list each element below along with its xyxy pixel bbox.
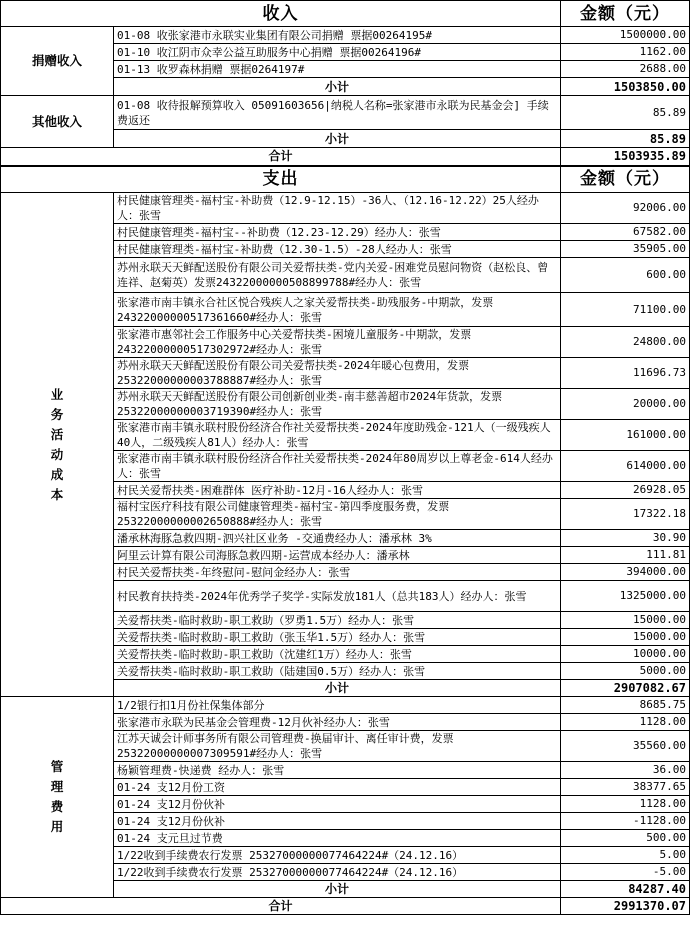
row-amount: 161000.00	[561, 420, 690, 451]
row-description: 福村宝医疗科技有限公司健康管理类-福村宝-第四季度服务费，发票25322000000002650888#经办人：张雪	[114, 499, 561, 530]
income-section-title: 收入	[1, 1, 561, 27]
row-amount: 24800.00	[561, 327, 690, 358]
row-amount: 92006.00	[561, 193, 690, 224]
subtotal-label: 小计	[114, 881, 561, 898]
row-description: 张家港市南丰镇永合社区悦合残疾人之家关爱帮扶类-助残服务-中期款，发票24322000000517361660#经办人：张雪	[114, 293, 561, 327]
row-amount: -1128.00	[561, 813, 690, 830]
row-description: 1/22收到手续费农行发票 25327000000077464224#（24.12.16）	[114, 864, 561, 881]
row-description: 01-24 支12月份工资	[114, 779, 561, 796]
row-amount: 17322.18	[561, 499, 690, 530]
income-amount-column-header: 金额（元）	[561, 1, 690, 27]
total-label: 合计	[1, 898, 561, 915]
total-amount: 2991370.07	[561, 898, 690, 915]
row-description: 01-24 支元旦过节费	[114, 830, 561, 847]
subtotal-label: 小计	[114, 130, 561, 148]
row-amount: 1500000.00	[561, 27, 690, 44]
row-description: 村民关爱帮扶类-困难群体 医疗补助-12月-16人经办人：张雪	[114, 482, 561, 499]
category-label: 业 务 活 动 成 本	[1, 193, 114, 697]
row-amount: 67582.00	[561, 224, 690, 241]
row-amount: 5000.00	[561, 663, 690, 680]
row-amount: 11696.73	[561, 358, 690, 389]
table-row	[1, 193, 690, 224]
row-amount: 500.00	[561, 830, 690, 847]
subtotal-label: 小计	[114, 680, 561, 697]
expense-header-row	[1, 166, 690, 193]
row-description: 村民健康管理类-福村宝-补助费（12.30-1.5）-28人经办人：张雪	[114, 241, 561, 258]
row-amount: 20000.00	[561, 389, 690, 420]
total-amount: 1503935.89	[561, 148, 690, 166]
row-description: 关爱帮扶类-临时救助-职工救助（张玉华1.5万）经办人：张雪	[114, 629, 561, 646]
row-description: 村民健康管理类-福村宝--补助费（12.23-12.29）经办人：张雪	[114, 224, 561, 241]
table-row	[1, 27, 690, 44]
row-description: 关爱帮扶类-临时救助-职工救助（罗勇1.5万）经办人：张雪	[114, 612, 561, 629]
row-amount: 10000.00	[561, 646, 690, 663]
row-amount: 85.89	[561, 96, 690, 130]
subtotal-label: 小计	[114, 78, 561, 96]
row-amount: 600.00	[561, 258, 690, 293]
row-description: 01-13 收罗森林捐赠 票据0264197#	[114, 61, 561, 78]
row-amount: 394000.00	[561, 564, 690, 581]
category-label: 管 理 费 用	[1, 697, 114, 898]
row-description: 01-08 收待报解预算收入 05091603656|纳税人名称=张家港市永联为民基金会] 手续费返还	[114, 96, 561, 130]
row-description: 村民教育扶持类-2024年优秀学子奖学-实际发放181人（总共183人）经办人：张雪	[114, 581, 561, 612]
row-amount: 35905.00	[561, 241, 690, 258]
row-description: 江苏天诚会计师事务所有限公司管理费-换届审计、离任审计费，发票25322000000007309591#经办人：张雪	[114, 731, 561, 762]
table-row	[1, 96, 690, 130]
row-description: 1/22收到手续费农行发票 25327000000077464224#（24.12.16）	[114, 847, 561, 864]
row-description: 阿里云计算有限公司海豚急救四期-运营成本经办人：潘承林	[114, 547, 561, 564]
row-description: 潘承林海豚急救四期-泗兴社区业务 -交通费经办人：潘承林 3%	[114, 530, 561, 547]
subtotal-amount: 1503850.00	[561, 78, 690, 96]
row-amount: 1162.00	[561, 44, 690, 61]
row-description: 1/2银行扣1月份社保集体部分	[114, 697, 561, 714]
row-description: 关爱帮扶类-临时救助-职工救助（沈建红1万）经办人：张雪	[114, 646, 561, 663]
row-amount: 15000.00	[561, 612, 690, 629]
row-amount: 111.81	[561, 547, 690, 564]
expense-section-title: 支出	[1, 166, 561, 193]
row-description: 关爱帮扶类-临时救助-职工救助（陆建国0.5万）经办人：张雪	[114, 663, 561, 680]
row-description: 01-24 支12月份伙补	[114, 813, 561, 830]
row-description: 苏州永联天天鲜配送股份有限公司关爱帮扶类-党内关爱-困难党员慰问物资（赵松良、曾连祥、赵菊英）发票24322000000508899788#经办人：张雪	[114, 258, 561, 293]
row-amount: 35560.00	[561, 731, 690, 762]
row-description: 01-08 收张家港市永联实业集团有限公司捐赠 票据00264195#	[114, 27, 561, 44]
expense-total-row	[1, 898, 690, 915]
row-amount: 1325000.00	[561, 581, 690, 612]
row-amount: 36.00	[561, 762, 690, 779]
row-description: 01-10 收江阴市众幸公益互助服务中心捐赠 票据00264196#	[114, 44, 561, 61]
expense-amount-column-header: 金额（元）	[561, 166, 690, 193]
row-description: 张家港市永联为民基金会管理费-12月伙补经办人：张雪	[114, 714, 561, 731]
row-amount: 15000.00	[561, 629, 690, 646]
table-row	[1, 697, 690, 714]
row-amount: 26928.05	[561, 482, 690, 499]
income-total-row	[1, 148, 690, 166]
row-amount: 614000.00	[561, 451, 690, 482]
row-description: 苏州永联天天鲜配送股份有限公司创新创业类-南丰慈善超市2024年货款，发票25322000000003719390#经办人：张雪	[114, 389, 561, 420]
row-amount: 8685.75	[561, 697, 690, 714]
income-header-row	[1, 1, 690, 27]
category-label: 其他收入	[1, 96, 114, 148]
row-description: 01-24 支12月份伙补	[114, 796, 561, 813]
category-label: 捐赠收入	[1, 27, 114, 96]
row-amount: -5.00	[561, 864, 690, 881]
row-description: 杨颖管理费-快递费 经办人：张雪	[114, 762, 561, 779]
row-amount: 1128.00	[561, 714, 690, 731]
row-description: 村民关爱帮扶类-年终慰问-慰问金经办人：张雪	[114, 564, 561, 581]
total-label: 合计	[1, 148, 561, 166]
row-description: 村民健康管理类-福村宝-补助费（12.9-12.15）-36人、（12.16-12.22）25人经办人：张雪	[114, 193, 561, 224]
subtotal-amount: 85.89	[561, 130, 690, 148]
row-description: 张家港市南丰镇永联村股份经济合作社关爱帮扶类-2024年80周岁以上尊老金-614人经办人：张雪	[114, 451, 561, 482]
row-amount: 30.90	[561, 530, 690, 547]
row-description: 张家港市惠邻社会工作服务中心关爱帮扶类-困境儿童服务-中期款，发票24322000000517302972#经办人：张雪	[114, 327, 561, 358]
row-amount: 1128.00	[561, 796, 690, 813]
subtotal-amount: 84287.40	[561, 881, 690, 898]
row-amount: 71100.00	[561, 293, 690, 327]
row-amount: 5.00	[561, 847, 690, 864]
row-description: 张家港市南丰镇永联村股份经济合作社关爱帮扶类-2024年度助残金-121人（一级残疾人40人，二级残疾人81人）经办人：张雪	[114, 420, 561, 451]
row-amount: 38377.65	[561, 779, 690, 796]
subtotal-amount: 2907082.67	[561, 680, 690, 697]
row-amount: 2688.00	[561, 61, 690, 78]
row-description: 苏州永联天天鲜配送股份有限公司关爱帮扶类-2024年暖心包费用，发票25322000000003788887#经办人：张雪	[114, 358, 561, 389]
